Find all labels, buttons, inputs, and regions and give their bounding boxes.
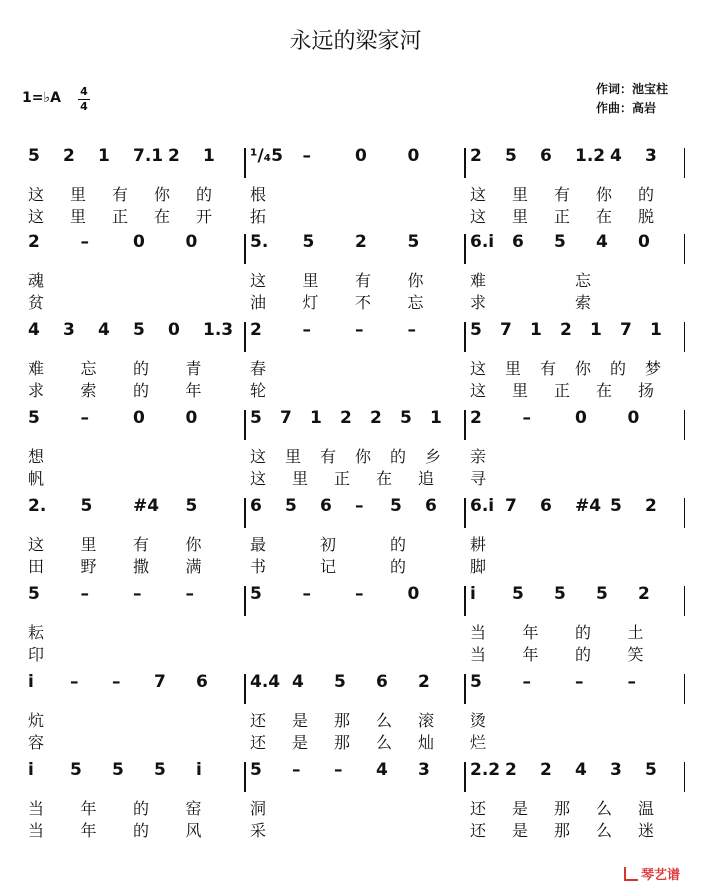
lyric-syllable: 梦 <box>645 359 662 378</box>
lyric-syllable: 烂 <box>470 733 487 752</box>
note: 5 <box>596 584 608 604</box>
note: ¹/₄5 <box>250 146 283 166</box>
lyric-syllable: 田 <box>28 557 45 576</box>
lyric-syllable: 这 <box>250 447 267 466</box>
note: 0 <box>407 146 420 166</box>
note: 5 <box>554 232 566 252</box>
barline <box>244 148 246 178</box>
lyric-syllable: 拓 <box>250 207 267 226</box>
lyric-syllable: 贫 <box>28 293 45 312</box>
note: 1.2 <box>575 146 606 166</box>
note: 4 <box>98 320 110 340</box>
note: 5 <box>250 584 262 604</box>
song-title: 永远的梁家河 <box>289 29 422 54</box>
lyric-syllable: 是 <box>512 821 529 840</box>
lyric-syllable: 这 <box>28 535 45 554</box>
note: 1 <box>310 408 322 428</box>
lyric-syllable: 你 <box>596 185 613 204</box>
lyric-syllable: 追 <box>418 469 435 488</box>
lyric-syllable: 当 <box>470 645 487 664</box>
lyric-syllable: 里 <box>80 535 97 554</box>
system-6 <box>0 584 711 670</box>
lyric-syllable: 油 <box>250 293 267 312</box>
lyric-syllable: 正 <box>112 207 129 226</box>
note: 4 <box>596 232 608 252</box>
lyric-syllable: 么 <box>596 799 613 818</box>
lyric-syllable: 灯 <box>302 293 319 312</box>
lyric-syllable: 那 <box>554 821 571 840</box>
lyric-syllable: 有 <box>540 359 557 378</box>
note: – <box>80 408 89 428</box>
note: 6 <box>250 496 262 516</box>
lyric-syllable: 里 <box>512 185 529 204</box>
lyric-syllable: 的 <box>610 359 627 378</box>
lyric-syllable: 的 <box>638 185 655 204</box>
note: 1 <box>650 320 662 340</box>
note: 5 <box>407 232 420 252</box>
lyric-syllable: 的 <box>390 557 407 576</box>
lyric-syllable: 你 <box>355 447 372 466</box>
lyric-syllable: 这 <box>470 185 487 204</box>
lyric-syllable: 窑 <box>185 799 202 818</box>
lyric-syllable: 青 <box>185 359 202 378</box>
barline <box>464 586 466 616</box>
lyric-syllable: 忘 <box>575 271 592 290</box>
lyric-syllable: 忘 <box>80 359 97 378</box>
lyric-syllable: 那 <box>334 733 351 752</box>
lyric-syllable: 春 <box>250 359 267 378</box>
lyric-syllable: 里 <box>505 359 522 378</box>
barline <box>684 674 685 704</box>
system-7 <box>0 672 711 758</box>
note: 5 <box>28 146 40 166</box>
note: 5 <box>133 320 145 340</box>
lyric-syllable: 有 <box>320 447 337 466</box>
system-1 <box>0 146 711 232</box>
barline <box>244 322 246 352</box>
note: 7 <box>154 672 166 692</box>
note: 2 <box>470 146 482 166</box>
lyric-syllable: 在 <box>596 207 613 226</box>
lyric-syllable: 帆 <box>28 469 45 488</box>
lyric-syllable: 在 <box>376 469 393 488</box>
note: 2 <box>540 760 552 780</box>
note: 5 <box>112 760 124 780</box>
lyric-syllable: 忘 <box>407 293 424 312</box>
note: #4 <box>133 496 160 516</box>
lyric-syllable: 脚 <box>470 557 487 576</box>
note: 7 <box>620 320 632 340</box>
lyric-syllable: 炕 <box>28 711 45 730</box>
barline <box>244 498 246 528</box>
lyric-syllable: 有 <box>554 185 571 204</box>
note: – <box>355 496 364 516</box>
lyric-syllable: 的 <box>133 381 150 400</box>
barline <box>244 234 246 264</box>
lyric-syllable: 正 <box>554 207 571 226</box>
lyric-syllable: 还 <box>470 821 487 840</box>
note: 6 <box>320 496 332 516</box>
lyric-syllable: 的 <box>575 645 592 664</box>
lyric-syllable: 滚 <box>418 711 435 730</box>
lyric-syllable: 容 <box>28 733 45 752</box>
system-8 <box>0 760 711 846</box>
note: 3 <box>610 760 622 780</box>
lyric-syllable: 里 <box>70 207 87 226</box>
note: 5 <box>400 408 412 428</box>
lyric-syllable: 里 <box>70 185 87 204</box>
lyric-syllable: 这 <box>250 271 267 290</box>
barline <box>684 234 685 264</box>
lyric-syllable: 里 <box>292 469 309 488</box>
lyric-syllable: 的 <box>575 623 592 642</box>
barline <box>684 586 685 616</box>
lyric-syllable: 年 <box>522 623 539 642</box>
lyric-syllable: 有 <box>112 185 129 204</box>
note: #4 <box>575 496 602 516</box>
note: 0 <box>575 408 587 428</box>
note: i <box>28 672 34 692</box>
lyric-syllable: 你 <box>575 359 592 378</box>
note: 2 <box>638 584 650 604</box>
note: 5 <box>554 584 566 604</box>
note: 3 <box>645 146 657 166</box>
note: 5. <box>250 232 269 252</box>
note: 0 <box>627 408 640 428</box>
system-4 <box>0 408 711 494</box>
note: 2 <box>250 320 262 340</box>
lyric-syllable: 是 <box>512 799 529 818</box>
lyric-syllable: 这 <box>28 207 45 226</box>
note: 1.3 <box>203 320 234 340</box>
note: 6.i <box>470 496 495 516</box>
key-signature: 1=♭A <box>22 90 61 106</box>
note: 2 <box>470 408 482 428</box>
lyric-syllable: 洞 <box>250 799 267 818</box>
note: 6 <box>376 672 388 692</box>
lyricist: 作词：池宝柱 <box>596 82 669 96</box>
note: 5 <box>28 408 40 428</box>
lyric-syllable: 这 <box>470 359 487 378</box>
barline <box>244 586 246 616</box>
lyric-syllable: 耕 <box>470 535 487 554</box>
note: – <box>627 672 636 692</box>
note: 5 <box>70 760 82 780</box>
note: 2 <box>340 408 352 428</box>
note: 3 <box>63 320 75 340</box>
note: – <box>355 584 364 604</box>
lyric-syllable: 寻 <box>470 469 487 488</box>
lyric-syllable: 采 <box>250 821 267 840</box>
note: 5 <box>610 496 622 516</box>
note: – <box>292 760 301 780</box>
note: 2 <box>63 146 75 166</box>
note: 0 <box>168 320 180 340</box>
note: 2 <box>355 232 367 252</box>
lyric-syllable: 亲 <box>470 447 487 466</box>
lyric-syllable: 有 <box>355 271 372 290</box>
note: i <box>196 760 202 780</box>
note: – <box>185 584 194 604</box>
note: 0 <box>133 408 145 428</box>
lyric-syllable: 风 <box>185 821 202 840</box>
note: 7 <box>280 408 292 428</box>
lyric-syllable: 索 <box>575 293 592 312</box>
barline <box>464 410 466 440</box>
note: 6 <box>512 232 524 252</box>
lyric-syllable: 满 <box>185 557 202 576</box>
lyric-syllable: 魂 <box>28 271 45 290</box>
note: 5 <box>334 672 346 692</box>
lyric-syllable: 印 <box>28 645 45 664</box>
lyric-syllable: 迷 <box>638 821 655 840</box>
meter-top: 4 <box>80 85 88 98</box>
lyric-syllable: 年 <box>80 799 97 818</box>
lyric-syllable: 温 <box>638 799 655 818</box>
lyric-syllable: 的 <box>133 359 150 378</box>
note: – <box>80 584 89 604</box>
note: 6 <box>540 496 552 516</box>
barline <box>684 322 685 352</box>
note: 0 <box>185 232 198 252</box>
lyric-syllable: 耘 <box>28 623 45 642</box>
note: 5 <box>470 672 482 692</box>
system-2 <box>0 232 711 318</box>
note: – <box>522 408 531 428</box>
time-signature <box>78 86 90 113</box>
note: 5 <box>285 496 297 516</box>
barline <box>464 148 466 178</box>
note: 4.4 <box>250 672 281 692</box>
lyric-syllable: 的 <box>196 185 213 204</box>
composer: 作曲：高岩 <box>596 101 657 115</box>
note: 5 <box>250 760 262 780</box>
lyric-syllable: 还 <box>250 733 267 752</box>
credits <box>596 80 668 118</box>
lyric-syllable: 的 <box>390 447 407 466</box>
note: 4 <box>28 320 40 340</box>
note: – <box>133 584 142 604</box>
lyric-syllable: 的 <box>133 821 150 840</box>
note: 2 <box>418 672 430 692</box>
note: 6.i <box>470 232 495 252</box>
note: 4 <box>376 760 388 780</box>
note: 5 <box>512 584 524 604</box>
note: – <box>112 672 121 692</box>
note: 5 <box>80 496 93 516</box>
note: 5 <box>154 760 166 780</box>
lyric-syllable: 野 <box>80 557 97 576</box>
note: 2 <box>168 146 180 166</box>
note: 4 <box>575 760 587 780</box>
lyric-syllable: 土 <box>627 623 644 642</box>
note: i <box>28 760 34 780</box>
barline <box>464 762 466 792</box>
note: – <box>80 232 89 252</box>
note: 1 <box>590 320 602 340</box>
logo-icon <box>624 867 638 881</box>
note: 2 <box>645 496 657 516</box>
lyric-syllable: 轮 <box>250 381 267 400</box>
lyric-syllable: 难 <box>470 271 487 290</box>
lyric-syllable: 是 <box>292 711 309 730</box>
note: 0 <box>638 232 650 252</box>
note: 5 <box>470 320 482 340</box>
barline <box>464 674 466 704</box>
note: 7 <box>500 320 512 340</box>
note: – <box>334 760 343 780</box>
note: 5 <box>28 584 40 604</box>
note: – <box>302 146 311 166</box>
lyric-syllable: 开 <box>196 207 213 226</box>
lyric-syllable: 索 <box>80 381 97 400</box>
note: 2 <box>370 408 382 428</box>
lyric-syllable: 难 <box>28 359 45 378</box>
note: 1 <box>203 146 215 166</box>
lyric-syllable: 正 <box>554 381 571 400</box>
note: 7.1 <box>133 146 164 166</box>
note: 1 <box>430 408 442 428</box>
barline <box>464 498 466 528</box>
lyric-syllable: 求 <box>28 381 45 400</box>
note: i <box>470 584 476 604</box>
lyric-syllable: 那 <box>554 799 571 818</box>
lyric-syllable: 年 <box>522 645 539 664</box>
lyric-syllable: 求 <box>470 293 487 312</box>
note: 2.2 <box>470 760 501 780</box>
note: 2 <box>560 320 572 340</box>
lyric-syllable: 当 <box>28 821 45 840</box>
lyric-syllable: 烫 <box>470 711 487 730</box>
barline <box>244 762 246 792</box>
lyric-syllable: 你 <box>154 185 171 204</box>
note: – <box>70 672 79 692</box>
note: 3 <box>418 760 430 780</box>
note: 5 <box>645 760 657 780</box>
lyric-syllable: 在 <box>154 207 171 226</box>
lyric-syllable: 的 <box>133 799 150 818</box>
note: – <box>302 584 311 604</box>
lyric-syllable: 想 <box>28 447 45 466</box>
lyric-syllable: 里 <box>285 447 302 466</box>
note: 5 <box>302 232 315 252</box>
lyric-syllable: 当 <box>28 799 45 818</box>
lyric-syllable: 正 <box>334 469 351 488</box>
lyric-syllable: 有 <box>133 535 150 554</box>
lyric-syllable: 里 <box>512 381 529 400</box>
lyric-syllable: 那 <box>334 711 351 730</box>
lyric-syllable: 根 <box>250 185 267 204</box>
note: 1 <box>530 320 542 340</box>
note: 0 <box>355 146 367 166</box>
barline <box>684 762 685 792</box>
lyric-syllable: 么 <box>376 711 393 730</box>
lyric-syllable: 还 <box>250 711 267 730</box>
note: 1 <box>98 146 110 166</box>
note: 2. <box>28 496 47 516</box>
lyric-syllable: 的 <box>390 535 407 554</box>
system-5 <box>0 496 711 582</box>
lyric-syllable: 书 <box>250 557 267 576</box>
note: 5 <box>505 146 517 166</box>
lyric-syllable: 撒 <box>133 557 150 576</box>
lyric-syllable: 在 <box>596 381 613 400</box>
note: – <box>575 672 584 692</box>
note: 2 <box>28 232 40 252</box>
meter-bottom: 4 <box>80 100 88 113</box>
lyric-syllable: 笑 <box>627 645 644 664</box>
note: 4 <box>610 146 622 166</box>
watermark-logo: 琴艺谱 <box>624 864 680 883</box>
lyric-syllable: 初 <box>320 535 337 554</box>
lyric-syllable: 还 <box>470 799 487 818</box>
lyric-syllable: 这 <box>28 185 45 204</box>
barline <box>244 410 246 440</box>
lyric-syllable: 年 <box>80 821 97 840</box>
lyric-syllable: 当 <box>470 623 487 642</box>
lyric-syllable: 你 <box>407 271 424 290</box>
lyric-syllable: 这 <box>470 381 487 400</box>
lyric-syllable: 记 <box>320 557 337 576</box>
lyric-syllable: 这 <box>470 207 487 226</box>
note: – <box>302 320 311 340</box>
lyric-syllable: 是 <box>292 733 309 752</box>
lyric-syllable: 脱 <box>638 207 655 226</box>
note: – <box>407 320 416 340</box>
lyric-syllable: 年 <box>185 381 202 400</box>
lyric-syllable: 里 <box>302 271 319 290</box>
note: 4 <box>292 672 304 692</box>
note: 5 <box>250 408 262 428</box>
note: – <box>355 320 364 340</box>
lyric-syllable: 你 <box>185 535 202 554</box>
note: 0 <box>185 408 198 428</box>
note: 6 <box>196 672 208 692</box>
note: 7 <box>505 496 517 516</box>
lyric-syllable: 里 <box>512 207 529 226</box>
note: 6 <box>425 496 437 516</box>
note: 0 <box>133 232 145 252</box>
barline <box>684 498 685 528</box>
lyric-syllable: 最 <box>250 535 267 554</box>
note: 2 <box>505 760 517 780</box>
note: 6 <box>540 146 552 166</box>
barline <box>244 674 246 704</box>
note: 5 <box>390 496 402 516</box>
note: – <box>522 672 531 692</box>
barline <box>684 148 685 178</box>
lyric-syllable: 不 <box>355 293 372 312</box>
lyric-syllable: 这 <box>250 469 267 488</box>
lyric-syllable: 扬 <box>638 381 655 400</box>
lyric-syllable: 乡 <box>425 447 442 466</box>
barline <box>684 410 685 440</box>
note: 0 <box>407 584 420 604</box>
lyric-syllable: 么 <box>376 733 393 752</box>
barline <box>464 322 466 352</box>
barline <box>464 234 466 264</box>
system-3 <box>0 320 711 406</box>
lyric-syllable: 灿 <box>418 733 435 752</box>
lyric-syllable: 么 <box>596 821 613 840</box>
note: 5 <box>185 496 198 516</box>
